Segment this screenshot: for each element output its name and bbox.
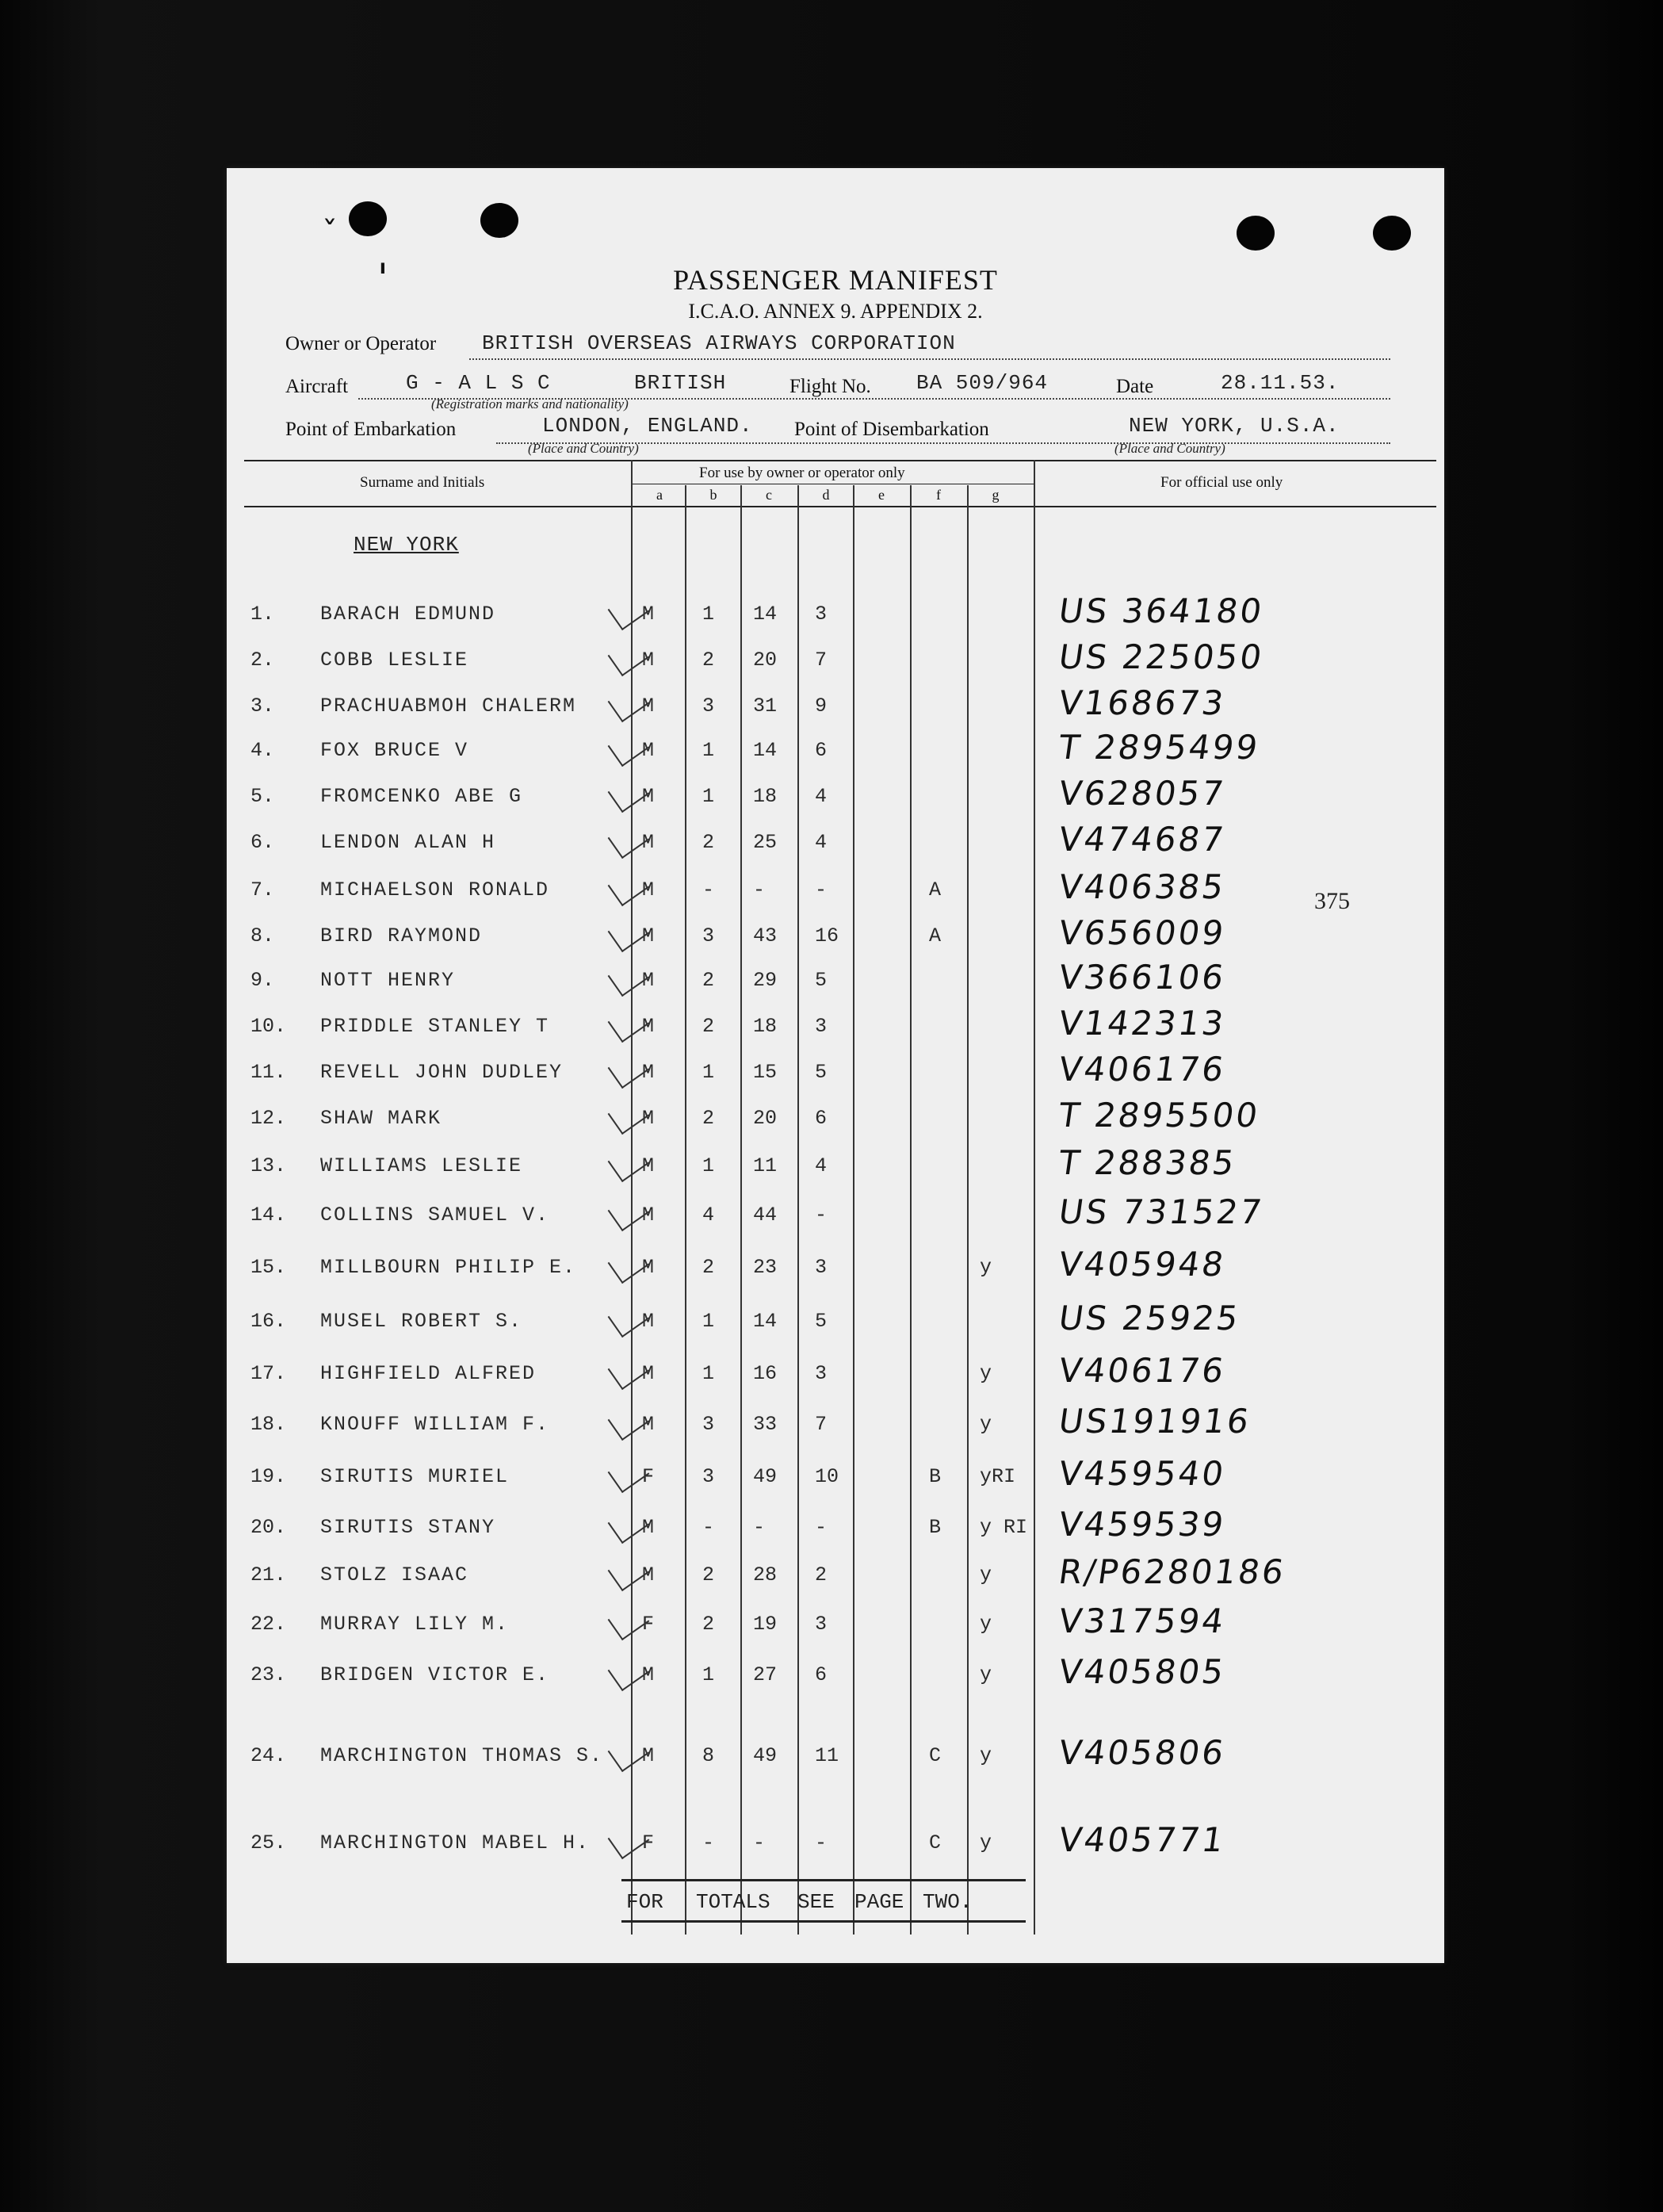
owner-label: Owner or Operator <box>285 333 437 354</box>
cell-d: 3 <box>815 1015 828 1038</box>
row-number: 21. <box>250 1563 287 1586</box>
embarkation-label: Point of Embarkation <box>285 419 457 440</box>
passenger-name: HIGHFIELD ALFRED <box>320 1362 537 1385</box>
passenger-name: SHAW MARK <box>320 1107 442 1130</box>
embarkation-value: LONDON, ENGLAND. <box>542 414 753 438</box>
cell-d: 7 <box>815 1413 828 1436</box>
cell-g: yRI <box>980 1465 1016 1488</box>
cell-age: 14 <box>753 739 778 762</box>
official-entry: T 288385 <box>1056 1143 1239 1182</box>
cell-b: 1 <box>702 1061 715 1084</box>
passenger-name: PRIDDLE STANLEY T <box>320 1015 550 1038</box>
row-number: 17. <box>250 1362 287 1385</box>
cell-age: 33 <box>753 1413 778 1436</box>
cell-d: - <box>815 1831 828 1854</box>
cell-b: 2 <box>702 1613 715 1636</box>
col-header-official: For official use only <box>1160 474 1283 491</box>
official-entry: V406176 <box>1056 1351 1229 1390</box>
official-entry: US191916 <box>1056 1402 1254 1441</box>
cell-g: y <box>980 1744 992 1767</box>
cell-age: 27 <box>753 1663 778 1686</box>
official-entry: US 25925 <box>1056 1299 1243 1338</box>
official-entry: V405805 <box>1056 1652 1229 1691</box>
row-number: 8. <box>250 924 275 947</box>
row-number: 12. <box>250 1107 287 1130</box>
dotted-line <box>358 398 1390 400</box>
cell-age: 49 <box>753 1744 778 1767</box>
cell-g: y <box>980 1362 992 1385</box>
cell-b: 2 <box>702 969 715 992</box>
cell-f: A <box>929 924 942 947</box>
cell-b: 1 <box>702 1362 715 1385</box>
cell-sex: M <box>642 739 655 762</box>
official-entry: R/P6280186 <box>1056 1552 1289 1591</box>
cell-sex: M <box>642 1015 655 1038</box>
cell-b: 1 <box>702 785 715 808</box>
official-entry: V406385 <box>1056 867 1229 906</box>
manifest-sheet <box>227 168 1444 1963</box>
cell-b: 3 <box>702 695 715 718</box>
cell-g: y <box>980 1613 992 1636</box>
cell-sex: M <box>642 969 655 992</box>
totals-word: PAGE <box>854 1890 904 1914</box>
page-title: PASSENGER MANIFEST <box>673 264 998 296</box>
disembarkation-note: (Place and Country) <box>1114 441 1225 456</box>
cell-d: 7 <box>815 649 828 672</box>
cell-b: 2 <box>702 1015 715 1038</box>
official-entry: V168673 <box>1056 683 1229 722</box>
dotted-line <box>469 358 1390 360</box>
passenger-name: MURRAY LILY M. <box>320 1613 510 1636</box>
row-number: 4. <box>250 739 275 762</box>
row-number: 7. <box>250 878 275 901</box>
cell-sex: F <box>642 1613 655 1636</box>
cell-d: 3 <box>815 1613 828 1636</box>
cell-g: y <box>980 1663 992 1686</box>
table-top-rule <box>244 460 1436 461</box>
sub-column-letter: c <box>766 487 772 503</box>
cell-d: 3 <box>815 1256 828 1279</box>
row-number: 15. <box>250 1256 287 1279</box>
cell-b: - <box>702 878 715 901</box>
cell-age: 16 <box>753 1362 778 1385</box>
sub-column-letter: b <box>709 487 717 503</box>
official-entry: V405806 <box>1056 1733 1229 1772</box>
cell-sex: F <box>642 1465 655 1488</box>
cell-g: y <box>980 1256 992 1279</box>
passenger-name: MILLBOURN PHILIP E. <box>320 1256 577 1279</box>
cell-d: 2 <box>815 1563 828 1586</box>
cell-age: 18 <box>753 1015 778 1038</box>
cell-d: - <box>815 1516 828 1539</box>
cell-d: 10 <box>815 1465 839 1488</box>
punch-hole <box>349 201 387 236</box>
cell-b: 2 <box>702 1107 715 1130</box>
row-number: 19. <box>250 1465 287 1488</box>
totals-rule <box>621 1920 1026 1923</box>
official-entry: US 731527 <box>1056 1192 1267 1231</box>
cell-b: 1 <box>702 1310 715 1333</box>
passenger-name: SIRUTIS STANY <box>320 1516 496 1539</box>
cell-age: 20 <box>753 649 778 672</box>
embarkation-note: (Place and Country) <box>528 441 639 456</box>
owner-value: BRITISH OVERSEAS AIRWAYS CORPORATION <box>482 331 956 355</box>
cell-f: A <box>929 878 942 901</box>
cell-f: C <box>929 1744 942 1767</box>
passenger-name: COBB LESLIE <box>320 649 469 672</box>
row-number: 2. <box>250 649 275 672</box>
cell-sex: M <box>642 1204 655 1227</box>
cell-b: - <box>702 1831 715 1854</box>
cell-b: 1 <box>702 1154 715 1177</box>
totals-word: FOR <box>626 1890 663 1914</box>
cell-age: 28 <box>753 1563 778 1586</box>
sub-column-letter: e <box>878 487 885 503</box>
totals-rule <box>621 1879 1026 1881</box>
cell-d: 5 <box>815 1310 828 1333</box>
disembarkation-label: Point of Disembarkation <box>794 419 989 440</box>
passenger-name: SIRUTIS MURIEL <box>320 1465 510 1488</box>
passenger-name: BIRD RAYMOND <box>320 924 483 947</box>
cell-d: 6 <box>815 1107 828 1130</box>
col-divider <box>967 485 969 1935</box>
row-number: 5. <box>250 785 275 808</box>
cell-sex: M <box>642 1107 655 1130</box>
cell-b: 1 <box>702 739 715 762</box>
official-entry: T 2895499 <box>1056 728 1263 767</box>
passenger-name: NOTT HENRY <box>320 969 456 992</box>
page-subtitle: I.C.A.O. ANNEX 9. APPENDIX 2. <box>688 300 983 323</box>
cell-age: 15 <box>753 1061 778 1084</box>
section-label: NEW YORK <box>354 533 459 557</box>
cell-sex: F <box>642 1831 655 1854</box>
cell-sex: M <box>642 1154 655 1177</box>
sub-column-letter: f <box>936 487 941 503</box>
passenger-name: BARACH EDMUND <box>320 603 496 626</box>
passenger-name: MICHAELSON RONALD <box>320 878 550 901</box>
official-entry: V142313 <box>1056 1004 1229 1043</box>
cell-d: 6 <box>815 739 828 762</box>
row-number: 14. <box>250 1204 287 1227</box>
passenger-name: STOLZ ISAAC <box>320 1563 469 1586</box>
aircraft-note: (Registration marks and nationality) <box>431 396 629 411</box>
cell-b: 2 <box>702 649 715 672</box>
cell-f: B <box>929 1465 942 1488</box>
cell-sex: M <box>642 1663 655 1686</box>
cell-b: 2 <box>702 831 715 854</box>
cell-g: y <box>980 1831 992 1854</box>
row-number: 11. <box>250 1061 287 1084</box>
cell-sex: M <box>642 1310 655 1333</box>
cell-age: 44 <box>753 1204 778 1227</box>
cell-sex: M <box>642 1516 655 1539</box>
totals-word: SEE <box>797 1890 835 1914</box>
cell-sex: M <box>642 649 655 672</box>
row-number: 3. <box>250 695 275 718</box>
disembarkation-value: NEW YORK, U.S.A. <box>1129 414 1340 438</box>
row-number: 1. <box>250 603 275 626</box>
col-header-name: Surname and Initials <box>360 474 485 491</box>
row-number: 24. <box>250 1744 287 1767</box>
official-entry: V656009 <box>1056 913 1229 952</box>
passenger-name: REVELL JOHN DUDLEY <box>320 1061 564 1084</box>
passenger-name: FOX BRUCE V <box>320 739 469 762</box>
passenger-name: FROMCENKO ABE G <box>320 785 523 808</box>
official-entry: US 364180 <box>1056 591 1267 630</box>
flight-label: Flight No. <box>789 376 871 397</box>
dotted-line <box>496 442 1390 444</box>
table-header-rule <box>244 506 1436 507</box>
official-entry: V405771 <box>1056 1820 1229 1859</box>
cell-d: 11 <box>815 1744 839 1767</box>
official-entry: V405948 <box>1056 1245 1229 1284</box>
cell-sex: M <box>642 695 655 718</box>
cell-age: 31 <box>753 695 778 718</box>
cell-b: 3 <box>702 1413 715 1436</box>
cell-b: 4 <box>702 1204 715 1227</box>
official-entry: V459540 <box>1056 1454 1229 1493</box>
sub-column-letter: g <box>992 487 1000 503</box>
cell-age: 20 <box>753 1107 778 1130</box>
passenger-name: WILLIAMS LESLIE <box>320 1154 523 1177</box>
cell-b: - <box>702 1516 715 1539</box>
cell-d: 6 <box>815 1663 828 1686</box>
cell-age: 18 <box>753 785 778 808</box>
cell-sex: M <box>642 1362 655 1385</box>
corner-mark: ' <box>377 255 388 301</box>
passenger-name: KNOUFF WILLIAM F. <box>320 1413 550 1436</box>
row-number: 9. <box>250 969 275 992</box>
punch-hole <box>480 203 518 238</box>
passenger-name: MARCHINGTON THOMAS S. <box>320 1744 604 1767</box>
cell-d: 5 <box>815 969 828 992</box>
cell-d: 9 <box>815 695 828 718</box>
cell-d: 16 <box>815 924 839 947</box>
cell-b: 2 <box>702 1563 715 1586</box>
cell-b: 1 <box>702 1663 715 1686</box>
official-entry: V459539 <box>1056 1505 1229 1544</box>
totals-word: TWO. <box>923 1890 973 1914</box>
cell-sex: M <box>642 1061 655 1084</box>
cell-age: - <box>753 1831 766 1854</box>
passenger-name: LENDON ALAN H <box>320 831 496 854</box>
cell-d: - <box>815 1204 828 1227</box>
cell-age: 14 <box>753 1310 778 1333</box>
date-value: 28.11.53. <box>1221 371 1340 395</box>
row-number: 18. <box>250 1413 287 1436</box>
totals-word: TOTALS <box>696 1890 770 1914</box>
nationality-value: BRITISH <box>634 371 727 395</box>
cell-sex: M <box>642 603 655 626</box>
cell-d: 4 <box>815 1154 828 1177</box>
cell-age: 19 <box>753 1613 778 1636</box>
row-number: 22. <box>250 1613 287 1636</box>
side-number: 375 <box>1314 888 1350 914</box>
cell-g: y RI <box>980 1516 1028 1539</box>
cell-b: 3 <box>702 1465 715 1488</box>
cell-b: 1 <box>702 603 715 626</box>
official-entry: V474687 <box>1056 820 1229 859</box>
cell-d: 4 <box>815 831 828 854</box>
row-number: 16. <box>250 1310 287 1333</box>
cell-age: 25 <box>753 831 778 854</box>
cell-b: 3 <box>702 924 715 947</box>
date-label: Date <box>1116 376 1154 397</box>
col-divider <box>1034 460 1035 1935</box>
cell-sex: M <box>642 1744 655 1767</box>
cell-sex: M <box>642 878 655 901</box>
cell-g: y <box>980 1563 992 1586</box>
official-entry: V317594 <box>1056 1602 1229 1640</box>
passenger-name: MUSEL ROBERT S. <box>320 1310 523 1333</box>
passenger-name: BRIDGEN VICTOR E. <box>320 1663 550 1686</box>
cell-age: 11 <box>753 1154 778 1177</box>
col-divider <box>740 485 742 1935</box>
col-divider <box>685 485 686 1935</box>
punch-hole <box>1373 216 1411 251</box>
cell-d: 4 <box>815 785 828 808</box>
cell-f: B <box>929 1516 942 1539</box>
corner-mark: ˇ <box>322 216 338 252</box>
cell-b: 8 <box>702 1744 715 1767</box>
cell-sex: M <box>642 785 655 808</box>
cell-age: 14 <box>753 603 778 626</box>
cell-sex: M <box>642 1256 655 1279</box>
cell-age: 49 <box>753 1465 778 1488</box>
row-number: 20. <box>250 1516 287 1539</box>
passenger-name: MARCHINGTON MABEL H. <box>320 1831 591 1854</box>
sub-column-letter: d <box>822 487 830 503</box>
cell-d: 5 <box>815 1061 828 1084</box>
cell-sex: M <box>642 1563 655 1586</box>
official-entry: US 225050 <box>1056 637 1267 676</box>
col-divider <box>910 485 912 1935</box>
cell-age: 29 <box>753 969 778 992</box>
col-header-owner: For use by owner or operator only <box>699 465 905 481</box>
cell-d: - <box>815 878 828 901</box>
punch-hole <box>1237 216 1275 251</box>
sub-column-letter: a <box>656 487 663 503</box>
cell-age: - <box>753 1516 766 1539</box>
cell-age: - <box>753 878 766 901</box>
official-entry: V406176 <box>1056 1050 1229 1089</box>
aircraft-value: G - A L S C <box>406 371 551 395</box>
cell-age: 23 <box>753 1256 778 1279</box>
cell-sex: M <box>642 831 655 854</box>
cell-sex: M <box>642 924 655 947</box>
row-number: 13. <box>250 1154 287 1177</box>
cell-sex: M <box>642 1413 655 1436</box>
cell-d: 3 <box>815 1362 828 1385</box>
passenger-name: PRACHUABMOH CHALERM <box>320 695 577 718</box>
col-divider <box>853 485 854 1935</box>
col-divider <box>797 485 799 1935</box>
row-number: 10. <box>250 1015 287 1038</box>
cell-d: 3 <box>815 603 828 626</box>
cell-g: y <box>980 1413 992 1436</box>
official-entry: V628057 <box>1056 774 1229 813</box>
cell-f: C <box>929 1831 942 1854</box>
cell-age: 43 <box>753 924 778 947</box>
cell-b: 2 <box>702 1256 715 1279</box>
row-number: 25. <box>250 1831 287 1854</box>
official-entry: V366106 <box>1056 958 1229 997</box>
passenger-name: COLLINS SAMUEL V. <box>320 1204 550 1227</box>
aircraft-label: Aircraft <box>285 376 349 397</box>
row-number: 6. <box>250 831 275 854</box>
row-number: 23. <box>250 1663 287 1686</box>
official-entry: T 2895500 <box>1056 1096 1263 1135</box>
flight-value: BA 509/964 <box>916 371 1049 395</box>
